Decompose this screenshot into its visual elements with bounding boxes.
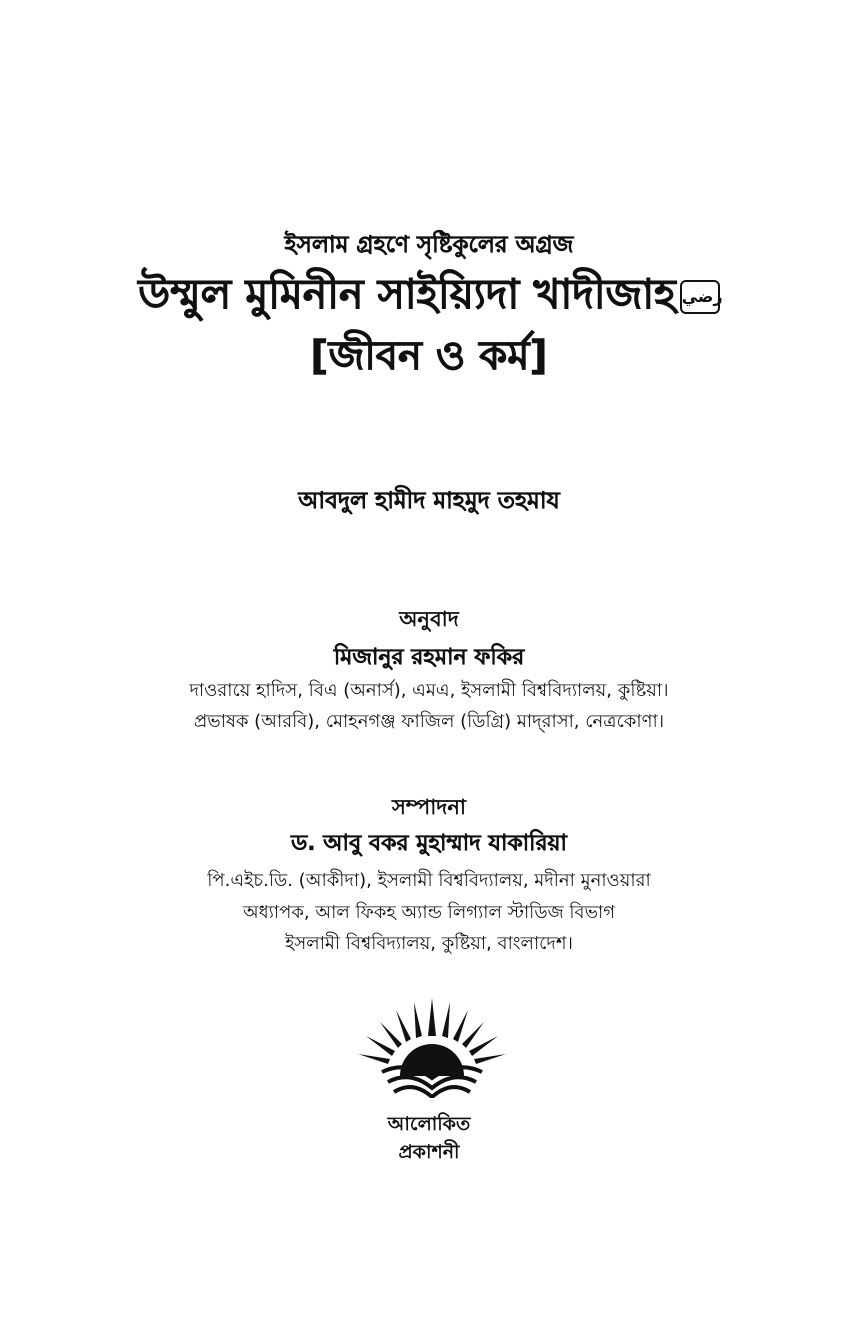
editor-credentials: পি.এইচ.ডি. (আকীদা), ইসলামী বিশ্ববিদ্যালয়, মদীনা মুনাওয়ারা [207, 870, 651, 891]
book-title-sub: [জীবন ও কর্ম] [310, 333, 548, 379]
editor-position: অধ্যাপক, আল ফিকহ অ্যান্ড লিগ্যাল স্টাডিজ বিভাগ [242, 902, 615, 923]
translator-name: মিজানুর রহমান ফকির [333, 645, 525, 670]
translation-label: অনুবাদ [399, 607, 459, 631]
translator-credentials: দাওরায়ে হাদিস, বিএ (অনার্স), এমএ, ইসলামী বিশ্ববিদ্যালয়, কুষ্টিয়া। [189, 680, 669, 701]
author-name: আবদুল হামীদ মাহমুদ তহমায [298, 488, 560, 514]
book-title [0, 268, 858, 320]
editor-name: ড. আবু বকর মুহাম্মাদ যাকারিয়া [291, 831, 567, 856]
honorific-icon: رضي [680, 280, 720, 314]
editor-institution: ইসলামী বিশ্ববিদ্যালয়, কুষ্টিয়া, বাংলাদেশ। [285, 933, 573, 954]
translator-position: প্রভাষক (আরবি), মোহনগঞ্জ ফাজিল (ডিগ্রি) মাদ্‌রাসা, নেত্রকোণা। [193, 711, 665, 732]
editing-label: সম্পাদনা [392, 795, 466, 819]
book-subtitle: ইসলাম গ্রহণে সৃষ্টিকুলের অগ্রজ [284, 232, 574, 258]
publisher-name-line-2: প্রকাশনী [398, 1141, 460, 1163]
publisher-name: আলোকিত [387, 1113, 471, 1135]
publisher-logo-icon [352, 998, 512, 1098]
book-title-text: উম্মুল মুমিনীন সাইয়্যিদা খাদীজাহ [138, 270, 676, 318]
